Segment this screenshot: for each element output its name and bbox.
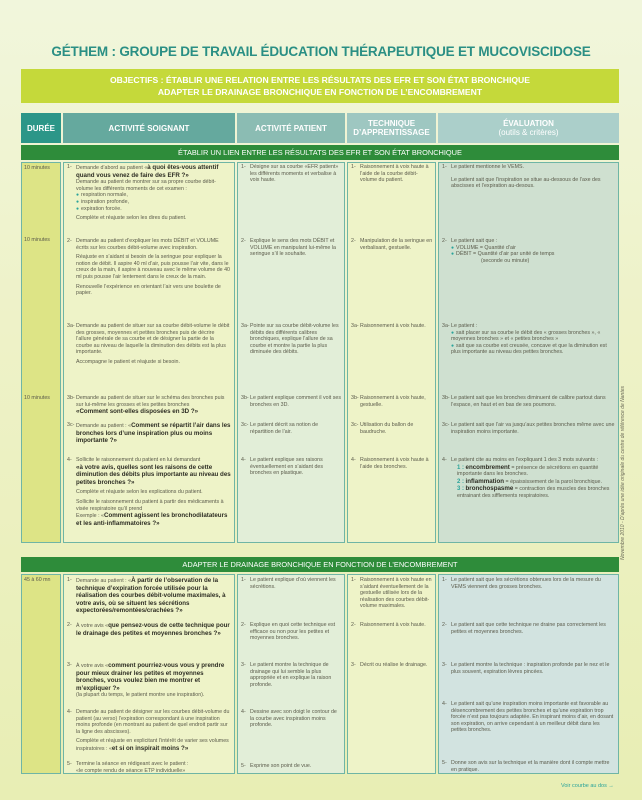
section-2-title: ADAPTER LE DRAINAGE BRONCHIQUE EN FONCTION DE L’ENCOMBREMENT xyxy=(21,557,619,572)
evaluation-s2-step-4: 4- Le patient sait qu’une inspiration moins importante est favorable au désencombrement des petites bronches et qu’une expiration trop forcée n’est pas toujours adaptée. En inspirant moins d’air, en dosant son expiration, on arrive cependant à un meilleur débit dans les petites bronches. xyxy=(442,701,614,734)
duration-section-2: 45 à 60 mn xyxy=(24,577,51,583)
bullet-item: ● VOLUME = Quantité d’air xyxy=(451,245,616,252)
soignant-step-4: 4- Sollicite le raisonnement du patient en lui demandant «à votre avis, quelles sont les raisons de cette diminution des débits plus importante au niveau des petites bronches ?» Complète et réajuste selon les explications du patient. Sollicite le raisonnement du patient à partir des médicaments à visée respiratoire qu’il prend Exemple : «Comment agissent les bronchodilatateurs et les anti-inflammatoires ?» xyxy=(67,457,231,527)
patient-s2-step-1: 1- Le patient explique d’où viennent les sécrétions. xyxy=(241,577,336,590)
objectives-banner xyxy=(21,69,619,103)
objective-line-1: OBJECTIFS : ÉTABLIR UNE RELATION ENTRE LES RÉSULTATS DES EFR ET SON ÉTAT BRONCHIQUE xyxy=(110,75,530,85)
duration-2: 10 minutes xyxy=(24,237,50,243)
soignant-step-3b: 3b- Demande au patient de situer sur le schéma des bronches puis sur lui-même les grosses et les petites bronches «Comment sont-elles disposées en 3D ?» xyxy=(67,395,225,416)
duree-column-1 xyxy=(21,162,61,543)
patient-step-1: 1- Désigne sur sa courbe «EFR patient» les différents moments et verbalise à voix haute. xyxy=(241,164,339,184)
soignant-s2-step-1: 1- Demande au patient : «À partir de l’observation de la technique d’expiration forcée utilisée pour la réalisation des courbes débit-volume maximales, à votre avis, où se situent les sécrétions expectorées/remontées/crachées ?» xyxy=(67,577,226,615)
evaluation-s2-step-1: 1- Le patient sait que les sécrétions obtenues lors de la mesure du VEMS viennent des grosses bronches. xyxy=(442,577,601,590)
objective-line-2: ADAPTER LE DRAINAGE BRONCHIQUE EN FONCTION DE L’ENCOMBREMENT xyxy=(157,87,483,97)
technique-s2-step-1: 1- Raisonnement à voix haute en s’aidant éventuellement de la gestuelle utilisée lors de la réalisation des courbes débit-volume maximales. xyxy=(351,577,432,610)
header-technique: TECHNIQUE D’APPRENTISSAGE xyxy=(347,113,436,143)
term-2: 2 : inflammation = épaississement de la paroi bronchique. xyxy=(457,477,602,485)
bullet-item: ● sait que sa courbe est creusée, concave et que la diminution est plus importante au niveau des petites bronches. xyxy=(451,343,616,356)
bullet-item: ● expiration forcée. xyxy=(76,206,122,212)
bullet-item: ● inspiration profonde, xyxy=(76,199,129,205)
soignant-s2-step-4: 4- Demande au patient de désigner sur les courbes débit-volume du patient (au verso) l’expiration correspondant à une inspiration moins profonde (en montrant au patient de quel endroit partir sur la ligne des abscisses). Complète et réajuste en explicitant l’intérêt de varier ses volumes inspiratoires : «et si on inspirait moins ?» xyxy=(67,709,230,752)
patient-step-3c: 3c- Le patient décrit sa notion de répartition de l’air. xyxy=(241,422,319,435)
page-title: GÉTHEM : GROUPE DE TRAVAIL ÉDUCATION THÉRAPEUTIQUE ET MUCOVISCIDOSE xyxy=(51,44,591,59)
soignant-step-3c: 3c- Demande au patient : «Comment se répartit l’air dans les bronches lors d’une inspiration plus ou moins importante ?» xyxy=(67,422,231,445)
term-1: 1 : encombrement = présence de sécrétions en quantité importante dans les bronches. xyxy=(457,463,599,478)
patient-step-2: 2- Explique le sens des mots DÉBIT et VOLUME en manipulant lui-même la seringue s’il le souhaite. xyxy=(241,238,336,258)
technique-step-4: 4- Raisonnement à voix haute à l’aide des bronches. xyxy=(351,457,429,470)
patient-step-3b: 3b- Le patient explique comment il voit ses bronches en 3D. xyxy=(241,395,341,408)
soignant-step-3a: 3a- Demande au patient de situer sur sa courbe débit-volume le débit des grosses, moyennes et petites bronches puis de décrire l’allure générale de sa courbe et de désigner la partie de la courbe au niveau de laquelle la diminution des débits est la plus importante. Accompagne le patient et réajuste si besoin. xyxy=(67,323,230,365)
evaluation-step-2: 2- Le patient sait que : ● VOLUME = Quantité d’air ● DÉBIT = Quantité d’air par unité de temps (seconde ou minute) xyxy=(442,238,616,264)
evaluation-step-3a: 3a- Le patient : ● sait placer sur sa courbe le débit des « grosses bronches », « moyennes bronches » et « petites bronches » ● sait que sa courbe est creusée, concave et que la diminution est plus importante au niveau des petites bronches. xyxy=(442,323,616,356)
patient-s2-step-5: 5- Exprime son point de vue. xyxy=(241,763,312,769)
side-note: Novembre 2010 - D’après une idée originale du centre de référence de Nantes xyxy=(620,386,626,560)
header-activite-soignant: ACTIVITÉ SOIGNANT xyxy=(63,113,235,143)
patient-s2-step-2: 2- Explique en quoi cette technique est efficace ou non pour les petites et moyennes bronches. xyxy=(241,622,336,642)
patient-step-4: 4- Le patient explique ses raisons éventuellement en s’aidant des bronches en plastique. xyxy=(241,457,324,477)
technique-step-1: 1- Raisonnement à voix haute à l’aide de la courbe débit-volume du patient. xyxy=(351,164,429,184)
header-evaluation: ÉVALUATION (outils & critères) xyxy=(438,113,619,143)
soignant-s2-step-3: 3- À votre avis «comment pourriez-vous vous y prendre pour mieux drainer les petites et moyennes bronches, vous voulez bien me montrer et m’expliquer ?» (la plupart du temps, le patient montre une inspiration). xyxy=(67,662,225,699)
soignant-step-2: 2- Demande au patient d’expliquer les mots DÉBIT et VOLUME écrits sur les courbes débit-volume avec inspiration. Réajuste en s’aidant si besoin de la seringue pour expliquer la notion de débit. Il aspire 40 ml d’air, puis pousse l’air vite, dans le creux de la main, il aspire à nouveau avec le même volume de 40 ml puis pousse l’air lentement dans le creux de la main. Renouvelle l’expérience en orientant l’air vers une boulette de papier. xyxy=(67,238,230,297)
technique-step-2: 2- Manipulation de la seringue en verbalisant, gestuelle. xyxy=(351,238,433,251)
section-1-title: ÉTABLIR UN LIEN ENTRE LES RÉSULTATS DES EFR ET SON ÉTAT BRONCHIQUE xyxy=(21,145,619,160)
technique-s2-step-2: 2- Raisonnement à voix haute. xyxy=(351,622,426,628)
technique-column-1 xyxy=(347,162,436,543)
bullet-item: ● sait placer sur sa courbe le débit des « grosses bronches », « moyennes bronches » et « petites bronches » xyxy=(451,330,616,343)
duree-column-2 xyxy=(21,574,61,774)
header-duree: DURÉE xyxy=(21,113,61,143)
technique-step-3c: 3c- Utilisation du ballon de baudruche. xyxy=(351,422,414,435)
duration-1: 10 minutes xyxy=(24,165,50,171)
evaluation-step-4: 4- Le patient cite au moins en l’expliquant 1 des 3 mots suivants : 1 : encombrement = présence de sécrétions en quantité importante dans les bronches. 2 : inflammation = épaississement de la paroi bronchique. 3 : bronchospasme = contraction des muscles des bronches entrainant des sifflements respiratoires. xyxy=(442,457,616,500)
patient-s2-step-3: 3- Le patient montre la technique de drainage qui lui semble la plus appropriée et en explique la raison profonde. xyxy=(241,662,332,688)
arrow-right-icon: → xyxy=(608,783,614,789)
patient-s2-step-4: 4- Dessine avec son doigt le contour de la courbe avec inspiration moins profonde. xyxy=(241,709,337,729)
evaluation-s2-step-3: 3- Le patient montre la technique : inspiration profonde par le nez et le plus souvent, expiration lèvres pincées. xyxy=(442,662,610,675)
technique-step-3a: 3a- Raisonnement à voix haute. xyxy=(351,323,426,329)
evaluation-s2-step-2: 2- Le patient sait que cette technique ne draine pas correctement les petites et moyennes bronches. xyxy=(442,622,606,635)
soignant-s2-step-5: 5- Termine la séance en rédigeant avec le patient : «le compte rendu de séance ETP individuelle» xyxy=(67,761,189,774)
duration-3: 10 minutes xyxy=(24,395,50,401)
bullet-item: ● DÉBIT = Quantité d’air par unité de temps xyxy=(451,251,616,258)
patient-step-3a: 3a- Pointe sur sa courbe débit-volume les débits des différents calibres bronchiques, explique l’allure de sa courbe et montre la partie la plus diminuée des débits. xyxy=(241,323,339,356)
technique-step-3b: 3b- Raisonnement à voix haute, gestuelle. xyxy=(351,395,426,408)
evaluation-step-3c: 3c- Le patient sait que l’air va jusqu’aux petites bronches même avec une inspiration moins importante. xyxy=(442,422,615,435)
soignant-s2-step-2: 2- À votre avis «que pensez-vous de cette technique pour le drainage des petites et moyennes bronches ?» xyxy=(67,622,230,637)
evaluation-step-3b: 3b- Le patient sait que les bronches diminuent de calibre partout dans l’espace, en haut et en bas de ses poumons. xyxy=(442,395,606,408)
technique-s2-step-3: 3- Décrit ou réalise le drainage. xyxy=(351,662,428,668)
see-curve-link[interactable]: Voir courbe au dos → xyxy=(561,783,614,789)
term-3: 3 : bronchospasme = contraction des muscles des bronches entrainant des sifflements respiratoires. xyxy=(457,485,610,499)
header-activite-patient: ACTIVITÉ PATIENT xyxy=(237,113,345,143)
evaluation-s2-step-5: 5- Donne son avis sur la technique et la manière dont il compte mettre en pratique. xyxy=(442,760,610,773)
evaluation-step-1: 1- Le patient mentionne le VEMS. Le patient sait que l’inspiration se situe au-dessous de l’axe des abscisses et l’expiration au-desous. xyxy=(442,164,601,190)
bullet-item: ● respiration normale, xyxy=(76,192,128,198)
soignant-step-1: 1- Demande d’abord au patient «à quoi êtes-vous attentif quand vous venez de faire des EFR ?» Demande au patient de montrer sur sa propre courbe débit-volume les différents moments de cet examen : ● respiration normale, ● inspiration profonde, ● expiration forcée. Complète et réajuste selon les dires du patient. xyxy=(67,164,231,225)
